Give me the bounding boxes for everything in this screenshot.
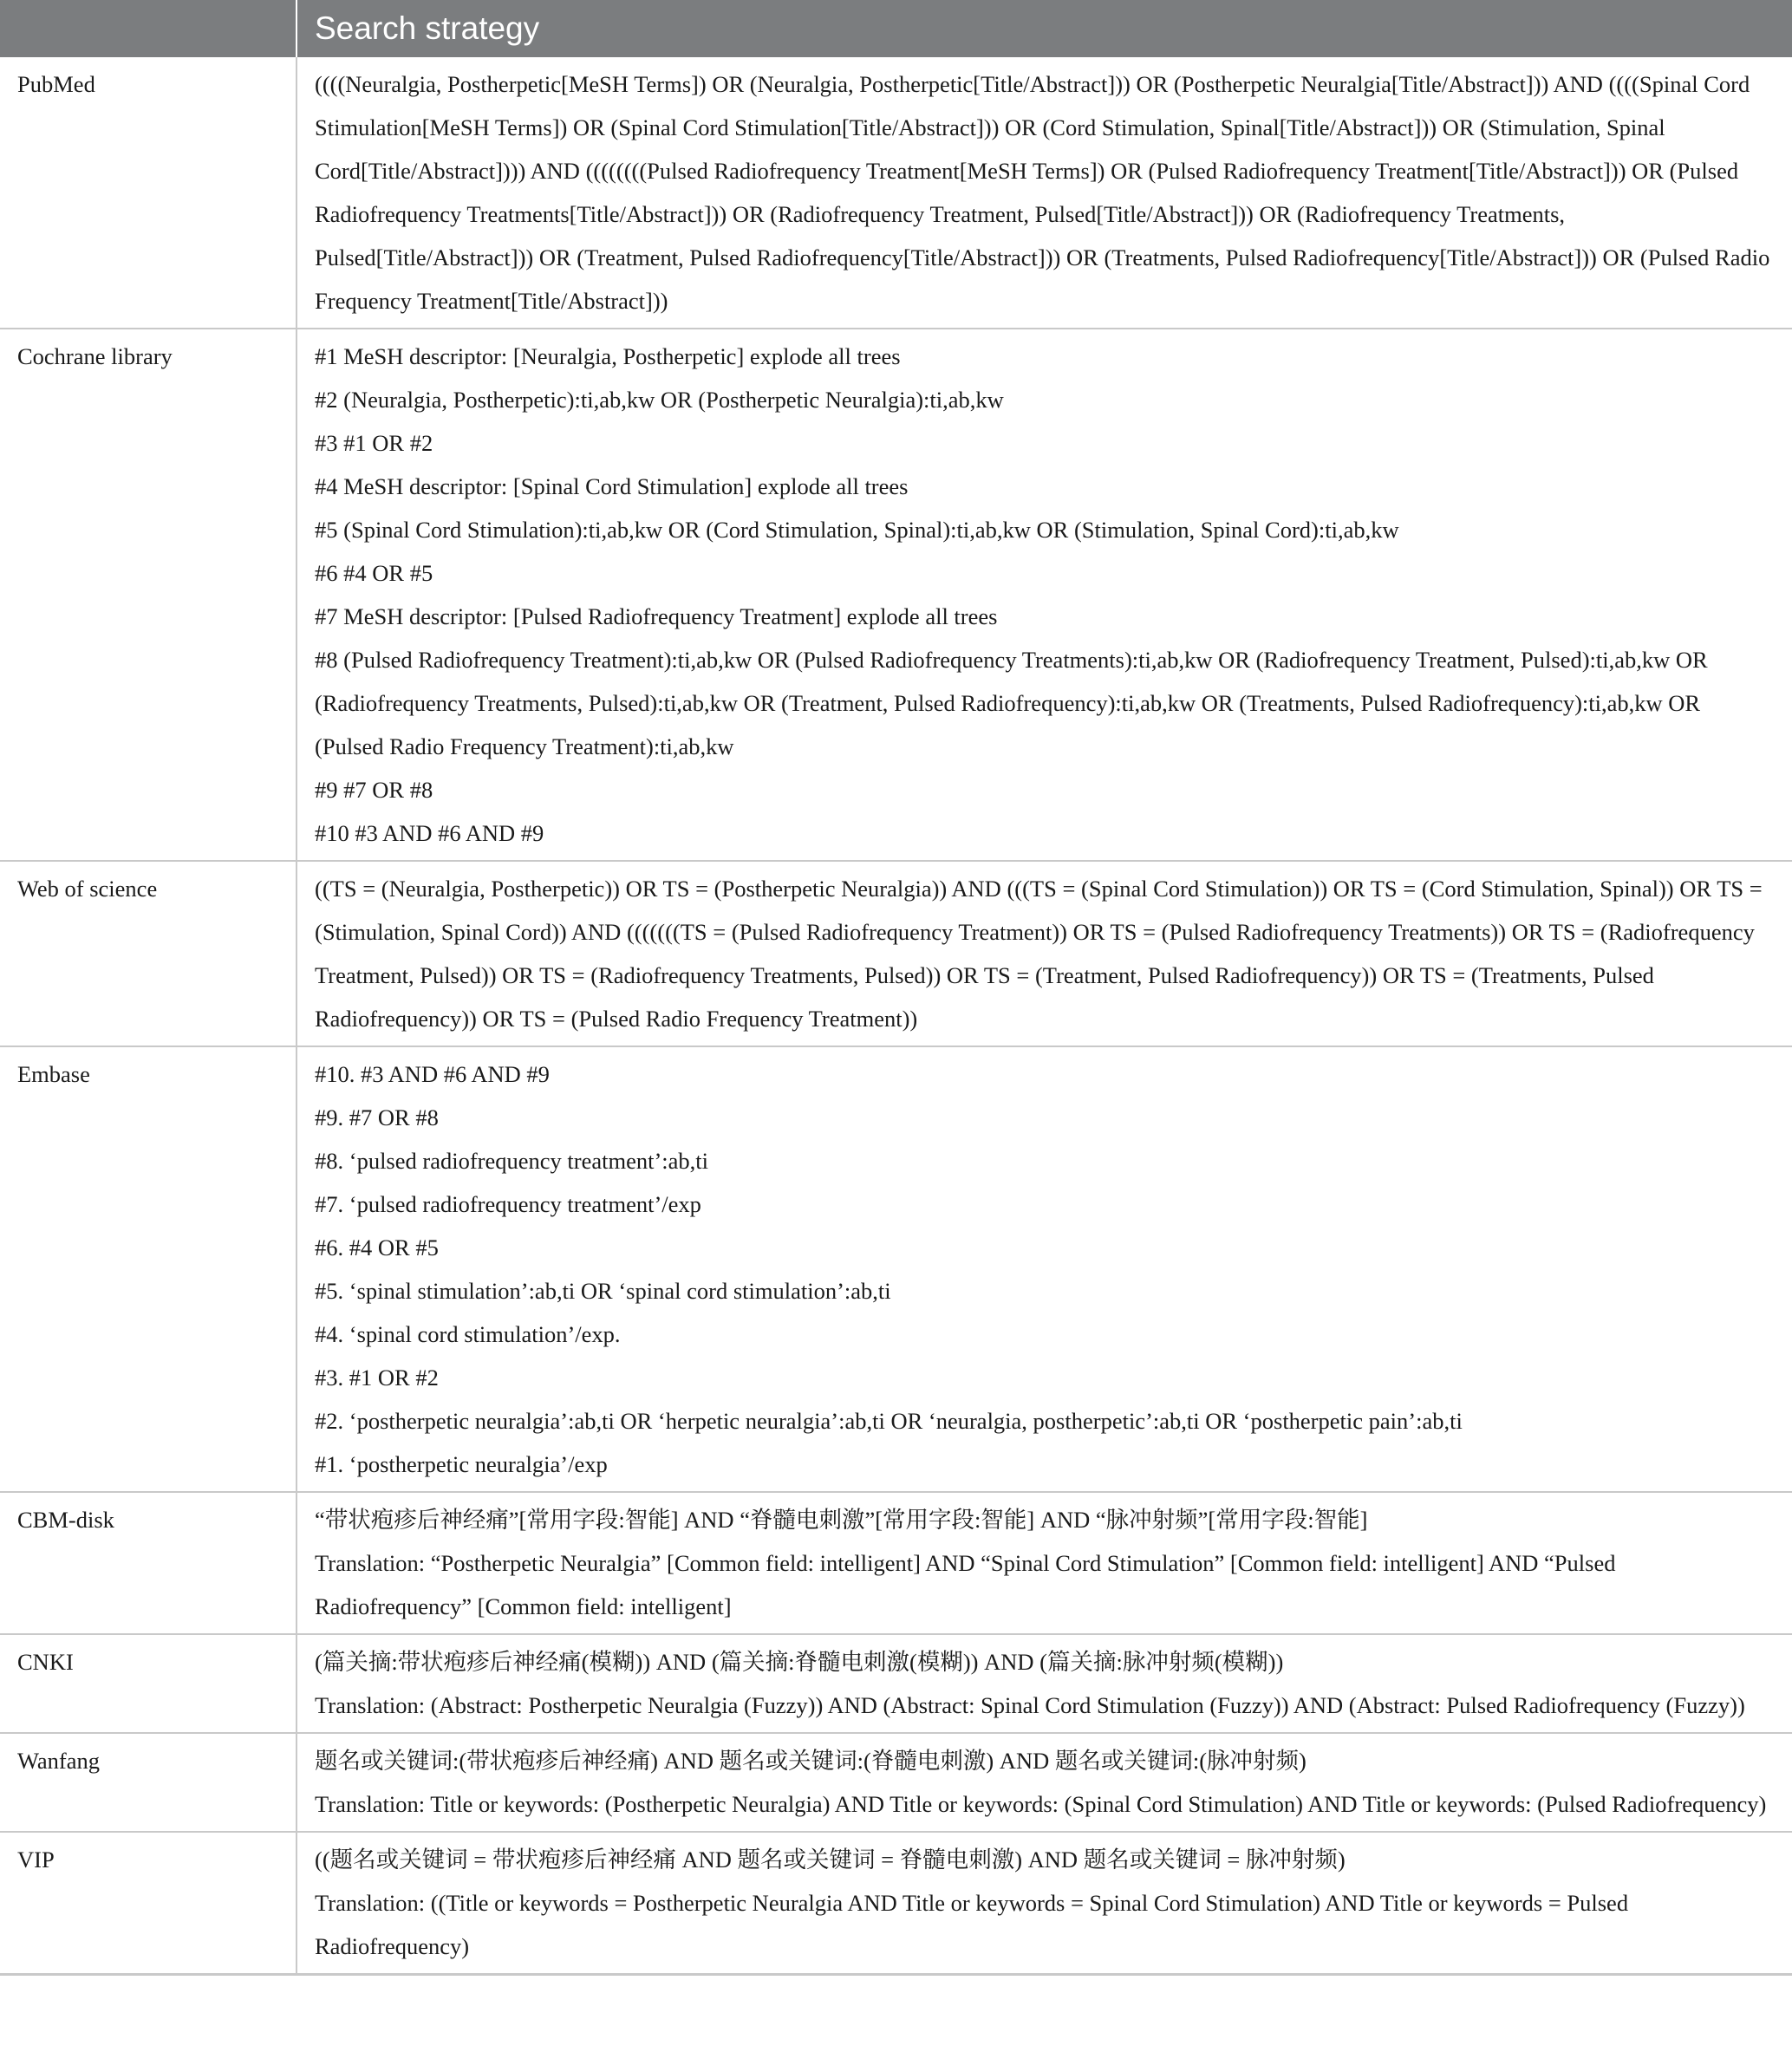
table-row bbox=[0, 1634, 1792, 1733]
query-line: #9 #7 OR #8 bbox=[315, 777, 433, 803]
query-line: (篇关摘:带状疱疹后神经痛(模糊)) AND (篇关摘:脊髓电刺激(模糊)) AND (篇关摘:脉冲射频(模糊)) bbox=[315, 1649, 1284, 1675]
search-strategy-cell bbox=[296, 1832, 1792, 1975]
query-line: ((((Neuralgia, Postherpetic[MeSH Terms]) OR (Neuralgia, Postherpetic[Title/Abstract])) OR (Postherpetic Neuralgia[Title/Abstract])) AND ((((Spinal Cord Stimulation[MeSH Terms]) OR (Spinal Cord Stimulation[Title/Abstract])) OR (Cord Stimulation, Spinal[Title/Abstract])) OR (Stimulation, Spinal Cord[Title/Abstract]))) AND ((((((((Pulsed Radiofrequency Treatment[MeSH Terms]) OR (Pulsed Radiofrequency Treatment[Title/Abstract])) OR (Pulsed Radiofrequency Treatments[Title/Abstract])) OR (Radiofrequency Treatment, Pulsed[Title/Abstract])) OR (Radiofrequency Treatments, Pulsed[Title/Abstract])) OR (Treatment, Pulsed Radiofrequency[Title/Abstract])) OR (Treatments, Pulsed Radiofrequency[Title/Abstract])) OR (Pulsed Radio Frequency Treatment[Title/Abstract])) bbox=[315, 71, 1770, 314]
query-line: #3. #1 OR #2 bbox=[315, 1365, 439, 1391]
table-row bbox=[0, 1046, 1792, 1492]
query-line: #10 #3 AND #6 AND #9 bbox=[315, 820, 544, 846]
header-search-strategy: Search strategy bbox=[296, 0, 1792, 57]
query-line: Translation: Title or keywords: (Postherpetic Neuralgia) AND Title or keywords: (Spinal Cord Stimulation) AND Title or keywords: (Pulsed Radiofrequency) bbox=[315, 1791, 1767, 1817]
query-line: 题名或关键词:(带状疱疹后神经痛) AND 题名或关键词:(脊髓电刺激) AND 题名或关键词:(脉冲射频) bbox=[315, 1748, 1307, 1774]
query-line: #6 #4 OR #5 bbox=[315, 560, 433, 586]
database-name: VIP bbox=[0, 1832, 296, 1975]
database-name: CBM-disk bbox=[0, 1492, 296, 1634]
query-line: #3 #1 OR #2 bbox=[315, 430, 433, 456]
header-database bbox=[0, 0, 296, 57]
query-line: #2. ‘postherpetic neuralgia’:ab,ti OR ‘herpetic neuralgia’:ab,ti OR ‘neuralgia, postherpetic’:ab,ti OR ‘postherpetic pain’:ab,ti bbox=[315, 1408, 1463, 1434]
query-line: Translation: “Postherpetic Neuralgia” [Common field: intelligent] AND “Spinal Cord Stimulation” [Common field: intelligent] AND “Pulsed Radiofrequency” [Common field: intelligent] bbox=[315, 1550, 1616, 1619]
table-row bbox=[0, 57, 1792, 329]
search-strategy-cell bbox=[296, 1634, 1792, 1733]
query-line: #4 MeSH descriptor: [Spinal Cord Stimulation] explode all trees bbox=[315, 473, 909, 499]
query-line: #9. #7 OR #8 bbox=[315, 1104, 439, 1130]
search-strategy-cell bbox=[296, 329, 1792, 861]
table-row bbox=[0, 861, 1792, 1046]
table-row bbox=[0, 1492, 1792, 1634]
header-row bbox=[0, 0, 1792, 57]
query-line: Translation: (Abstract: Postherpetic Neuralgia (Fuzzy)) AND (Abstract: Spinal Cord Stimulation (Fuzzy)) AND (Abstract: Pulsed Radiofrequency (Fuzzy)) bbox=[315, 1692, 1745, 1718]
table-row bbox=[0, 1832, 1792, 1975]
table-body bbox=[0, 57, 1792, 1975]
query-line: “带状疱疹后神经痛”[常用字段:智能] AND “脊髓电刺激”[常用字段:智能] AND “脉冲射频”[常用字段:智能] bbox=[315, 1507, 1368, 1533]
query-line: ((题名或关键词 = 带状疱疹后神经痛 AND 题名或关键词 = 脊髓电刺激) AND 题名或关键词 = 脉冲射频) bbox=[315, 1847, 1346, 1873]
query-line: #10. #3 AND #6 AND #9 bbox=[315, 1061, 550, 1087]
query-line: #7. ‘pulsed radiofrequency treatment’/exp bbox=[315, 1191, 701, 1217]
query-line: #8 (Pulsed Radiofrequency Treatment):ti,ab,kw OR (Pulsed Radiofrequency Treatments):ti,ab,kw OR (Radiofrequency Treatment, Pulsed):ti,ab,kw OR (Radiofrequency Treatments, Pulsed):ti,ab,kw OR (Treatment, Pulsed Radiofrequency):ti,ab,kw OR (Treatments, Pulsed Radiofrequency):ti,ab,kw OR (Pulsed Radio Frequency Treatment):ti,ab,kw bbox=[315, 647, 1708, 759]
table-header bbox=[0, 0, 1792, 57]
table-row bbox=[0, 329, 1792, 861]
database-name: Cochrane library bbox=[0, 329, 296, 861]
query-line: #4. ‘spinal cord stimulation’/exp. bbox=[315, 1321, 621, 1347]
query-line: #7 MeSH descriptor: [Pulsed Radiofrequency Treatment] explode all trees bbox=[315, 603, 998, 629]
query-line: #6. #4 OR #5 bbox=[315, 1234, 439, 1260]
search-strategy-cell bbox=[296, 1733, 1792, 1832]
search-strategy-cell bbox=[296, 1492, 1792, 1634]
database-name: CNKI bbox=[0, 1634, 296, 1733]
query-line: #8. ‘pulsed radiofrequency treatment’:ab,ti bbox=[315, 1148, 709, 1174]
query-line: #5. ‘spinal stimulation’:ab,ti OR ‘spinal cord stimulation’:ab,ti bbox=[315, 1278, 891, 1304]
search-strategy-cell bbox=[296, 861, 1792, 1046]
database-name: Web of science bbox=[0, 861, 296, 1046]
query-line: ((TS = (Neuralgia, Postherpetic)) OR TS = (Postherpetic Neuralgia)) AND (((TS = (Spinal Cord Stimulation)) OR TS = (Cord Stimulation, Spinal)) OR TS = (Stimulation, Spinal Cord)) AND (((((((TS = (Pulsed Radiofrequency Treatment)) OR TS = (Pulsed Radiofrequency Treatments)) OR TS = (Radiofrequency Treatment, Pulsed)) OR TS = (Radiofrequency Treatments, Pulsed)) OR TS = (Treatment, Pulsed Radiofrequency)) OR TS = (Treatments, Pulsed Radiofrequency)) OR TS = (Pulsed Radio Frequency Treatment)) bbox=[315, 876, 1763, 1032]
database-name: PubMed bbox=[0, 57, 296, 329]
search-strategy-cell bbox=[296, 57, 1792, 329]
table-row bbox=[0, 1733, 1792, 1832]
search-strategy-cell bbox=[296, 1046, 1792, 1492]
query-line: #1. ‘postherpetic neuralgia’/exp bbox=[315, 1451, 608, 1477]
query-line: #2 (Neuralgia, Postherpetic):ti,ab,kw OR (Postherpetic Neuralgia):ti,ab,kw bbox=[315, 387, 1004, 413]
query-line: #1 MeSH descriptor: [Neuralgia, Postherpetic] explode all trees bbox=[315, 343, 901, 369]
query-line: #5 (Spinal Cord Stimulation):ti,ab,kw OR (Cord Stimulation, Spinal):ti,ab,kw OR (Stimulation, Spinal Cord):ti,ab,kw bbox=[315, 517, 1399, 543]
database-name: Embase bbox=[0, 1046, 296, 1492]
query-line: Translation: ((Title or keywords = Postherpetic Neuralgia AND Title or keywords = Spinal Cord Stimulation) AND Title or keywords = Pulsed Radiofrequency) bbox=[315, 1890, 1629, 1959]
database-name: Wanfang bbox=[0, 1733, 296, 1832]
